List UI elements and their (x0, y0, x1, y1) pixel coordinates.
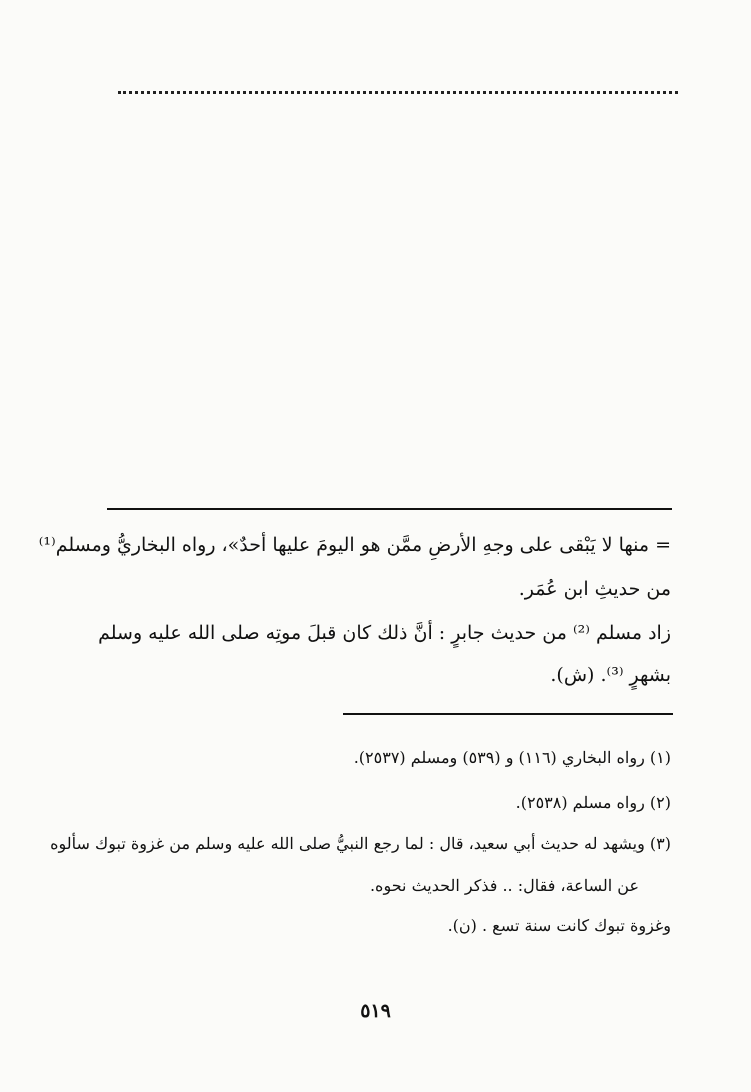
main-text-line-4: بشهرٍ ⁽³⁾. (ش). (550, 664, 671, 686)
top-dotted-separator (118, 91, 678, 94)
footnote-separator-rule (343, 713, 673, 715)
page-number: ٥١٩ (360, 1000, 391, 1022)
main-text-line-3: زاد مسلم ⁽²⁾ من حديث جابرٍ : أنَّ ذلك كان قبلَ موتِه صلى الله عليه وسلم (98, 622, 671, 644)
footnote-3-line-1: (٣) ويشهد له حديث أبي سعيد، قال : لما رجع النبيُّ صلى الله عليه وسلم من غزوة تبوك سألوه (50, 834, 671, 853)
footnote-3-line-3: وغزوة تبوك كانت سنة تسع . (ن). (447, 916, 671, 935)
main-text-line-1: = منها لا يَبْقى على وجهِ الأرضِ ممَّن هو اليومَ عليها أحدٌ»، رواه البخاريُّ ومسلم⁽¹⁾ (38, 534, 671, 556)
main-text-line-2: من حديثِ ابن عُمَر. (518, 578, 671, 600)
text-separator-rule (107, 508, 672, 510)
footnote-1: (١) رواه البخاري (١١٦) و (٥٣٩) ومسلم (٢٥٣٧). (353, 748, 671, 767)
footnote-2: (٢) رواه مسلم (٢٥٣٨). (515, 793, 671, 812)
footnote-3-line-2: عن الساعة، فقال: .. فذكر الحديث نحوه. (369, 876, 639, 895)
